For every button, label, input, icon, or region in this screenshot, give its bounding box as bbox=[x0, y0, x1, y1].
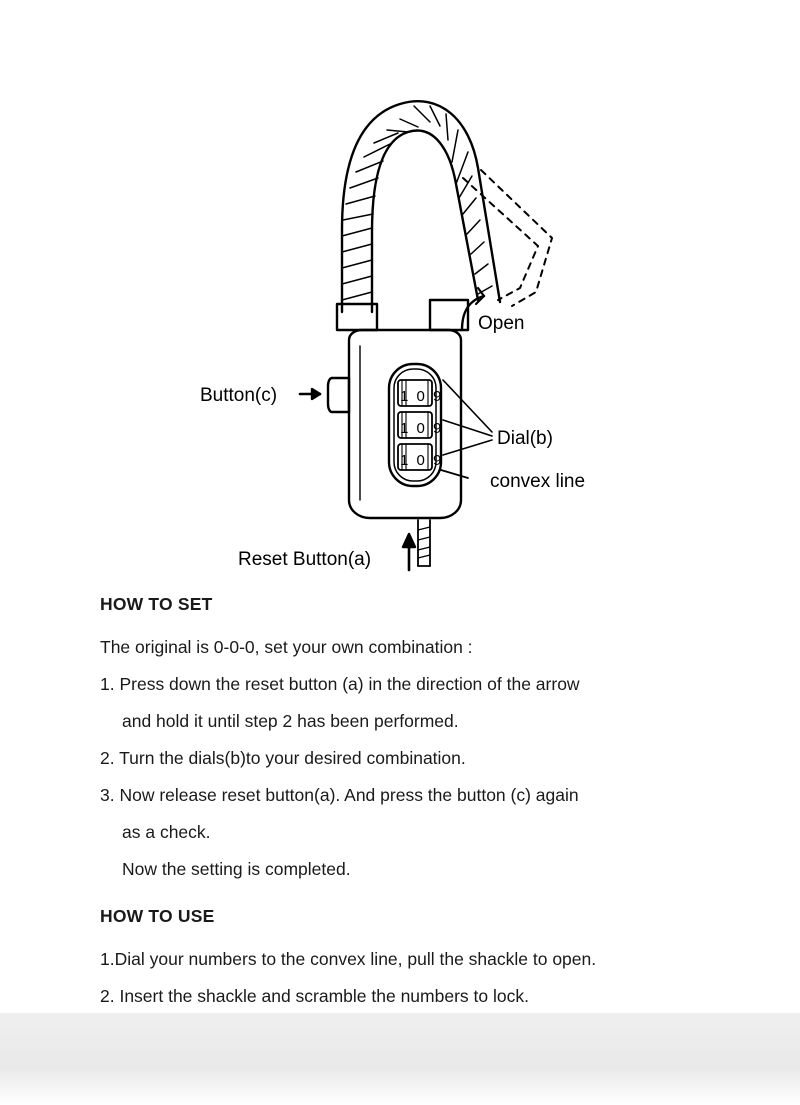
how-to-set-step-2: 2. Turn the dials(b)to your desired combination. bbox=[100, 748, 466, 768]
label-convex-line: convex line bbox=[490, 471, 586, 492]
how-to-set-heading: HOW TO SET bbox=[100, 594, 213, 614]
how-to-set-step-1-cont: and hold it until step 2 has been performed. bbox=[122, 711, 459, 731]
dial-digits-3: 1 0 9 bbox=[400, 452, 444, 469]
label-button-c: Button(c) bbox=[200, 385, 278, 406]
how-to-set-intro: The original is 0-0-0, set your own combination : bbox=[100, 637, 473, 657]
how-to-use-heading: HOW TO USE bbox=[100, 906, 215, 926]
instructions bbox=[100, 594, 720, 1052]
dial-digits-2: 1 0 9 bbox=[400, 420, 444, 437]
label-dial-b: Dial(b) bbox=[497, 428, 553, 449]
page-bottom-shading bbox=[0, 1013, 800, 1105]
how-to-set-step-3-cont: as a check. bbox=[122, 822, 211, 842]
how-to-set-step-1: 1. Press down the reset button (a) in the direction of the arrow bbox=[100, 674, 580, 694]
dial-digits-1: 1 0 9 bbox=[400, 388, 444, 405]
label-open: Open bbox=[478, 313, 525, 334]
label-reset-button-a: Reset Button(a) bbox=[238, 549, 372, 570]
how-to-use-step-1: 1.Dial your numbers to the convex line, pull the shackle to open. bbox=[100, 949, 597, 969]
how-to-use-step-2: 2. Insert the shackle and scramble the numbers to lock. bbox=[100, 986, 529, 1006]
how-to-set-step-3: 3. Now release reset button(a). And press the button (c) again bbox=[100, 785, 579, 805]
how-to-set-complete-note: Now the setting is completed. bbox=[122, 859, 351, 879]
